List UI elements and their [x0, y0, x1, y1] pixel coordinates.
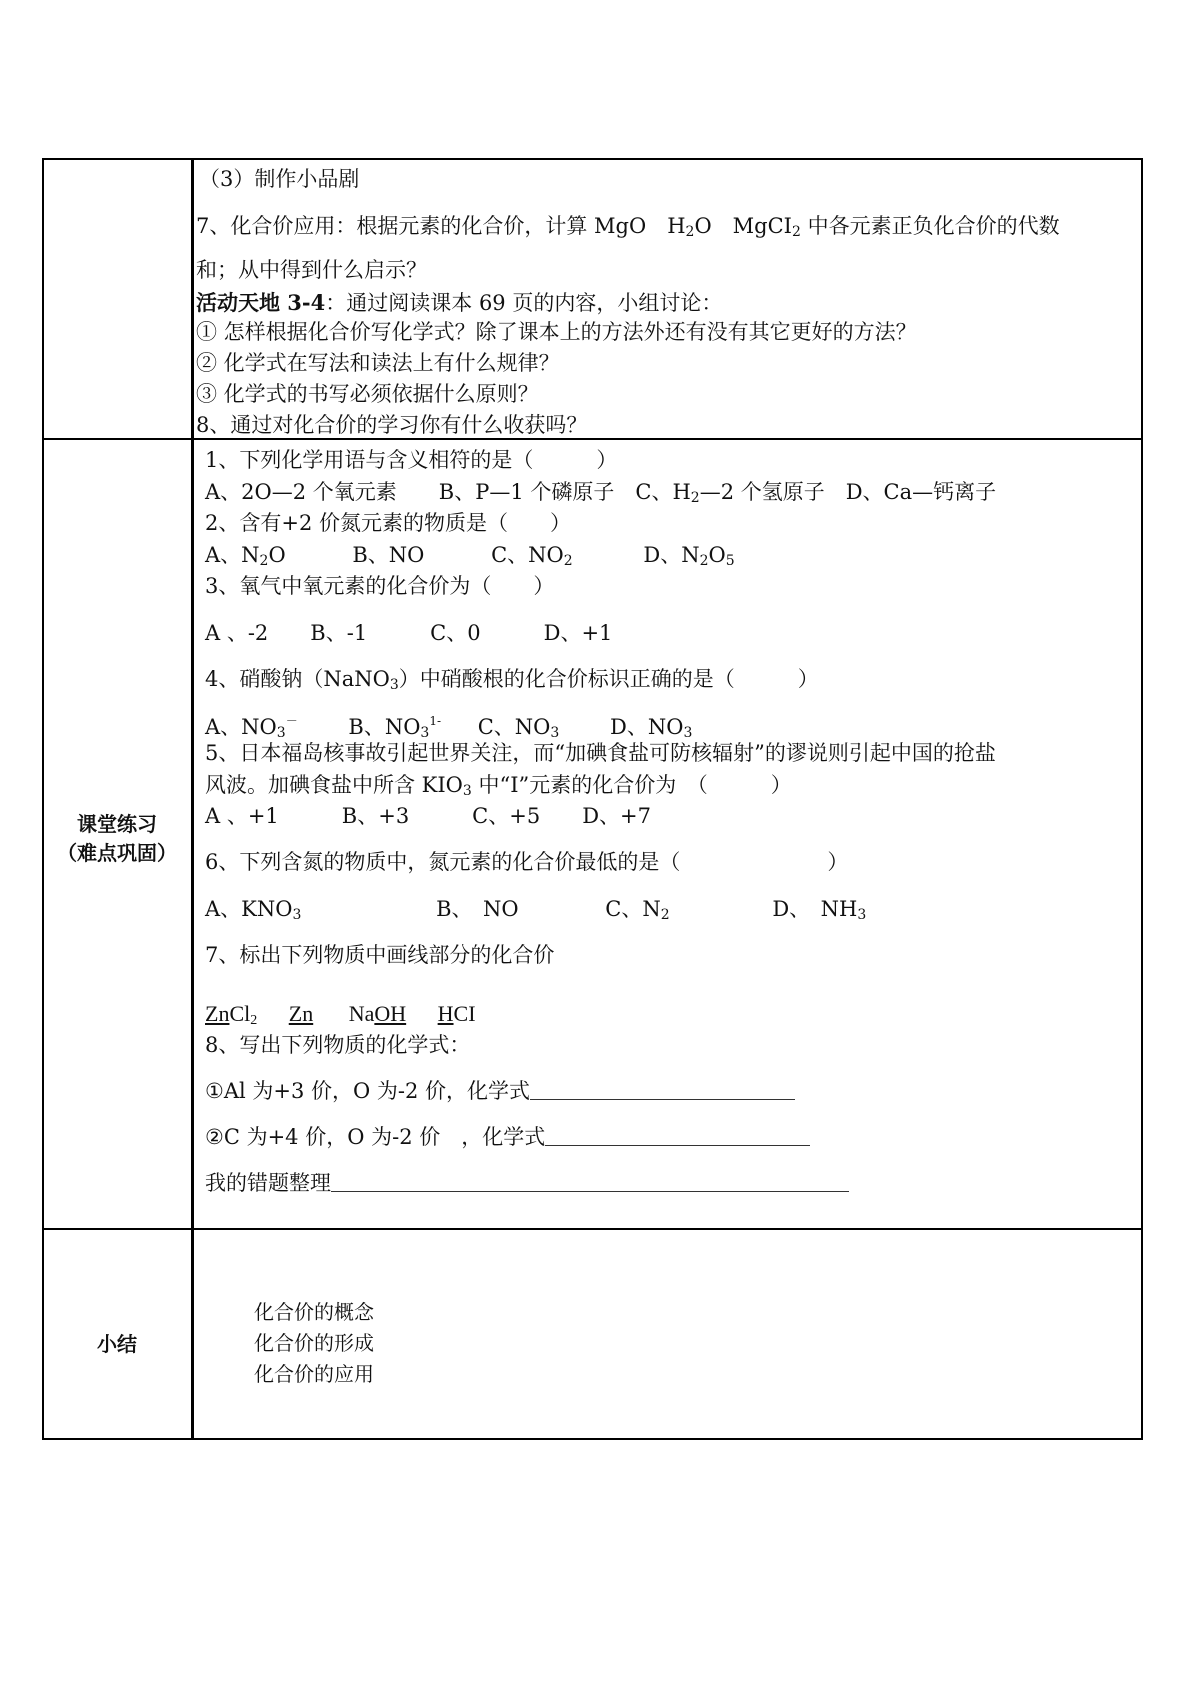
exercise-6: 6、下列含氮的物质中，氮元素的化合价最低的是（ ）: [205, 850, 849, 874]
section-label-summary: 小结: [97, 1332, 137, 1356]
summary-list: [254, 1297, 374, 1390]
exercise-8a: ①Al 为+3 价，O 为-2 价，化学式: [205, 1081, 795, 1102]
question-1: ① 怎样根据化合价写化学式？除了课本上的方法外还有没有其它更好的方法？: [196, 320, 917, 344]
item-7-continued: 和；从中得到什么启示？: [196, 258, 427, 282]
item-8-reflection: 8、通过对化合价的学习你有什么收获吗？: [196, 413, 588, 437]
exercise-7: 7、标出下列物质中画线部分的化合价: [205, 943, 555, 967]
row-divider-2: [42, 1228, 1143, 1230]
item-skit: （3）制作小品剧: [199, 167, 360, 191]
mistake-review-blank[interactable]: [331, 1173, 849, 1192]
exercise-5-options: A 、+1 B、+3 C、+5 D、+7: [205, 804, 652, 828]
exercise-1: 1、下列化学用语与含义相符的是（ ）: [205, 448, 618, 472]
question-3: ③ 化学式的书写必须依据什么原则？: [196, 382, 539, 406]
exercise-3: 3、氧气中氧元素的化合价为（ ）: [205, 574, 555, 598]
row-divider-1: [42, 438, 1143, 440]
exercise-2-options: A、$N_2O$ B、NO C、$NO_2$ D、$N_2O_5$: [205, 543, 735, 569]
exercise-8b: ②C 为+4 价，O 为-2 价 ，化学式: [205, 1127, 810, 1148]
column-divider: [191, 158, 194, 1440]
summary-item: 化合价的概念: [254, 1300, 374, 1324]
exercise-7-formulas: ZnCl$_2$ Zn NaOH HCI: [205, 1001, 476, 1028]
item-7-application: 7、化合价应用：根据元素的化合价，计算 MgO $H_2O$ MgCI$_2$ 中各元素正负化合价的代数: [196, 214, 1060, 240]
answer-blank-8a[interactable]: [530, 1081, 795, 1100]
exercise-2: 2、含有+2 价氮元素的物质是（ ）: [205, 511, 571, 535]
exercise-4-options: A、$NO_3^-$ B、$NO_3^{1-}$ C、$NO_3$ D、$NO_3$: [205, 714, 693, 741]
activity-heading: 活动天地 3-4：通过阅读课本 69 页的内容，小组讨论：: [196, 290, 723, 315]
section-label-exercise: 课堂练习 （难点巩固）: [57, 812, 177, 865]
question-2: ② 化学式在写法和读法上有什么规律？: [196, 351, 560, 375]
exercise-3-options: A 、-2 B、-1 C、0 D、+1: [205, 621, 613, 645]
summary-item: 化合价的应用: [254, 1362, 374, 1386]
answer-blank-8b[interactable]: [545, 1127, 810, 1146]
exercise-5: 5、日本福岛核事故引起世界关注，而“加碘食盐可防核辐射”的谬说则引起中国的抢盐: [205, 741, 996, 765]
exercise-1-options: A、2O—2 个氧元素 B、P—1 个磷原子 C、$H_2—2$ 个氢原子 D、Ca—钙离子: [205, 480, 997, 506]
exercise-6-options: A、$KNO_3$ B、 NO C、$N_2$ D、 $NH_3$: [205, 897, 867, 923]
exercise-5-continued: 风波。加碘食盐中所含 $KIO_3$ 中“I”元素的化合价为 （ ）: [205, 773, 792, 799]
exercise-8: 8、写出下列物质的化学式：: [205, 1033, 471, 1057]
exercise-4: 4、硝酸钠（NaNO$_3$）中硝酸根的化合价标识正确的是（ ）: [205, 667, 819, 693]
mistake-review: 我的错题整理: [205, 1173, 849, 1194]
summary-item: 化合价的形成: [254, 1331, 374, 1355]
